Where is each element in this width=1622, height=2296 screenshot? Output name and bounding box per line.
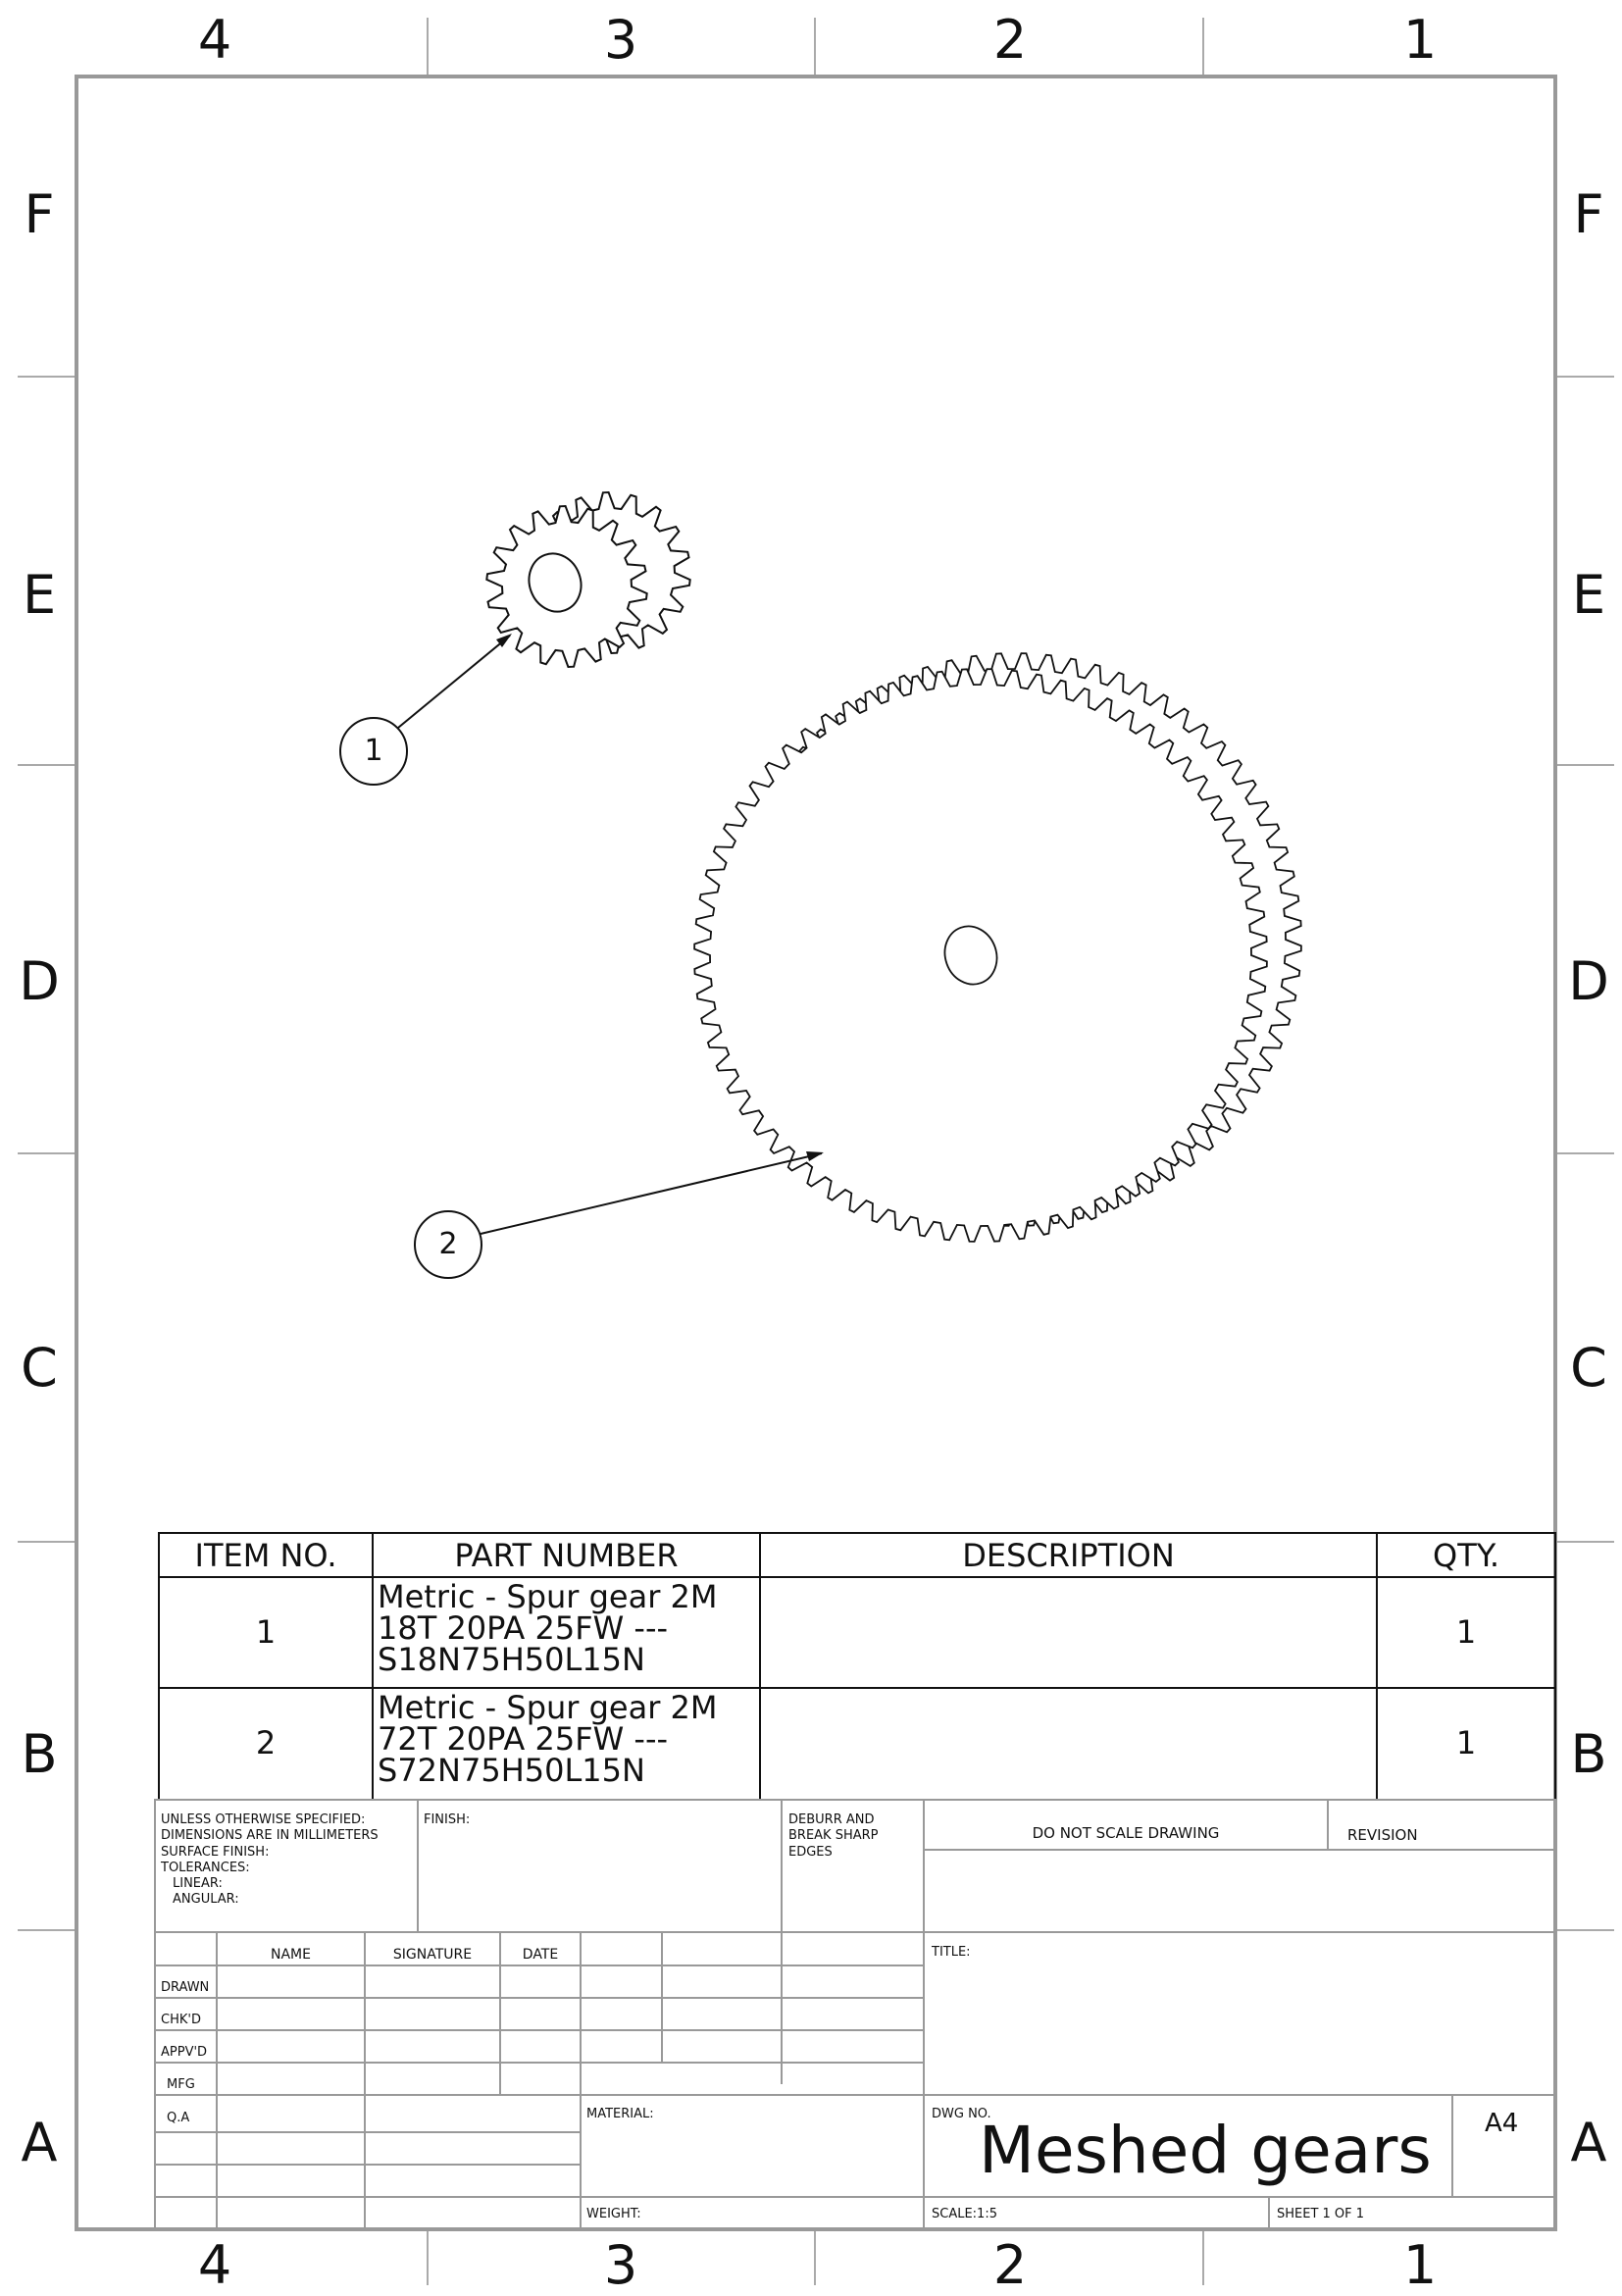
deburr-line-3: EDGES bbox=[788, 1844, 833, 1860]
zone-right-E: E bbox=[1571, 564, 1606, 626]
bom-row-2-part-line-2: 72T 20PA 25FW --- bbox=[378, 1720, 669, 1758]
bom-row-1-item: 1 bbox=[255, 1613, 277, 1651]
zone-left-B: B bbox=[21, 1723, 58, 1785]
role-qa: Q.A bbox=[167, 2111, 190, 2125]
zone-right-F: F bbox=[1573, 183, 1604, 245]
balloon-2[interactable]: 2 bbox=[438, 1227, 458, 1261]
zone-bottom-3: 3 bbox=[603, 2234, 638, 2296]
sheet-count: SHEET 1 OF 1 bbox=[1277, 2207, 1365, 2221]
bom-row-2-part-line-3: S72N75H50L15N bbox=[378, 1752, 645, 1789]
deburr-line-1: DEBURR AND bbox=[788, 1812, 875, 1827]
bom-header-qty: QTY. bbox=[1433, 1537, 1499, 1574]
deburr-line-2: BREAK SHARP bbox=[788, 1828, 879, 1844]
large-gear-front-face bbox=[694, 669, 1267, 1242]
zone-left-C: C bbox=[21, 1337, 58, 1399]
zone-right-B: B bbox=[1570, 1723, 1607, 1785]
small-gear bbox=[486, 492, 689, 667]
zone-bottom-1: 1 bbox=[1402, 2234, 1438, 2296]
zone-top-4: 4 bbox=[197, 9, 232, 71]
bom-header-part: PART NUMBER bbox=[454, 1537, 679, 1574]
small-gear-front-face bbox=[486, 506, 646, 667]
bom-row-2-part bbox=[378, 1689, 758, 1789]
zone-left-A: A bbox=[21, 2112, 58, 2173]
do-not-scale-note: DO NOT SCALE DRAWING bbox=[1032, 1824, 1220, 1842]
zone-top-3: 3 bbox=[603, 9, 638, 71]
balloon-1[interactable]: 1 bbox=[364, 734, 383, 768]
sheet-size: A4 bbox=[1485, 2109, 1519, 2138]
zone-right-D: D bbox=[1568, 950, 1609, 1012]
tolerance-line-6: ANGULAR: bbox=[173, 1892, 239, 1908]
role-approved: APPV'D bbox=[161, 2045, 208, 2060]
leader-2 bbox=[481, 1153, 822, 1234]
deburr-note bbox=[788, 1812, 922, 1861]
zone-left-D: D bbox=[19, 950, 60, 1012]
dwg-no-value: Meshed gears bbox=[979, 2113, 1432, 2188]
zone-left-F: F bbox=[24, 183, 55, 245]
col-date-header: DATE bbox=[522, 1947, 559, 1963]
role-checked: CHK'D bbox=[161, 2013, 201, 2027]
weight-label: WEIGHT: bbox=[586, 2207, 641, 2221]
col-name-header: NAME bbox=[271, 1947, 311, 1963]
leader-1 bbox=[398, 636, 510, 728]
zone-top-1: 1 bbox=[1402, 9, 1438, 71]
tolerance-notes bbox=[161, 1812, 416, 1909]
revision-label: REVISION bbox=[1347, 1826, 1418, 1844]
role-drawn: DRAWN bbox=[161, 1980, 210, 1995]
finish-label: FINISH: bbox=[424, 1812, 471, 1827]
bom-row-1-part-line-1: Metric - Spur gear 2M bbox=[378, 1578, 718, 1615]
bom-header-desc: DESCRIPTION bbox=[962, 1537, 1175, 1574]
bom-row-2-qty: 1 bbox=[1455, 1724, 1477, 1761]
zone-bottom-2: 2 bbox=[992, 2234, 1028, 2296]
tolerance-line-2: DIMENSIONS ARE IN MILLIMETERS bbox=[161, 1828, 379, 1844]
bom-row-2-part-line-1: Metric - Spur gear 2M bbox=[378, 1689, 718, 1726]
zone-right-A: A bbox=[1570, 2112, 1607, 2173]
tolerance-line-1: UNLESS OTHERWISE SPECIFIED: bbox=[161, 1812, 366, 1827]
tolerance-line-4: TOLERANCES: bbox=[161, 1860, 250, 1875]
bom-grid bbox=[159, 1533, 1555, 1800]
bom-row-2-item: 2 bbox=[255, 1724, 277, 1761]
zone-top-2: 2 bbox=[992, 9, 1028, 71]
bom-row-1-part-line-3: S18N75H50L15N bbox=[378, 1641, 645, 1678]
zone-right-C: C bbox=[1570, 1337, 1607, 1399]
zone-left-E: E bbox=[22, 564, 57, 626]
bom-row-1-part-line-2: 18T 20PA 25FW --- bbox=[378, 1609, 669, 1647]
tolerance-line-5: LINEAR: bbox=[173, 1876, 223, 1891]
scale-label: SCALE:1:5 bbox=[932, 2207, 997, 2221]
large-gear bbox=[694, 653, 1301, 1242]
zone-bottom-4: 4 bbox=[197, 2234, 232, 2296]
material-label: MATERIAL: bbox=[586, 2107, 654, 2121]
bom-row-1-qty: 1 bbox=[1455, 1613, 1477, 1651]
bom-header-item: ITEM NO. bbox=[194, 1537, 337, 1574]
title-label: TITLE: bbox=[932, 1945, 971, 1960]
tolerance-line-3: SURFACE FINISH: bbox=[161, 1844, 270, 1860]
dwg-no-label: DWG NO. bbox=[932, 2107, 991, 2121]
bom-row-1-part bbox=[378, 1578, 758, 1678]
col-signature-header: SIGNATURE bbox=[392, 1947, 473, 1963]
role-mfg: MFG bbox=[167, 2077, 195, 2092]
